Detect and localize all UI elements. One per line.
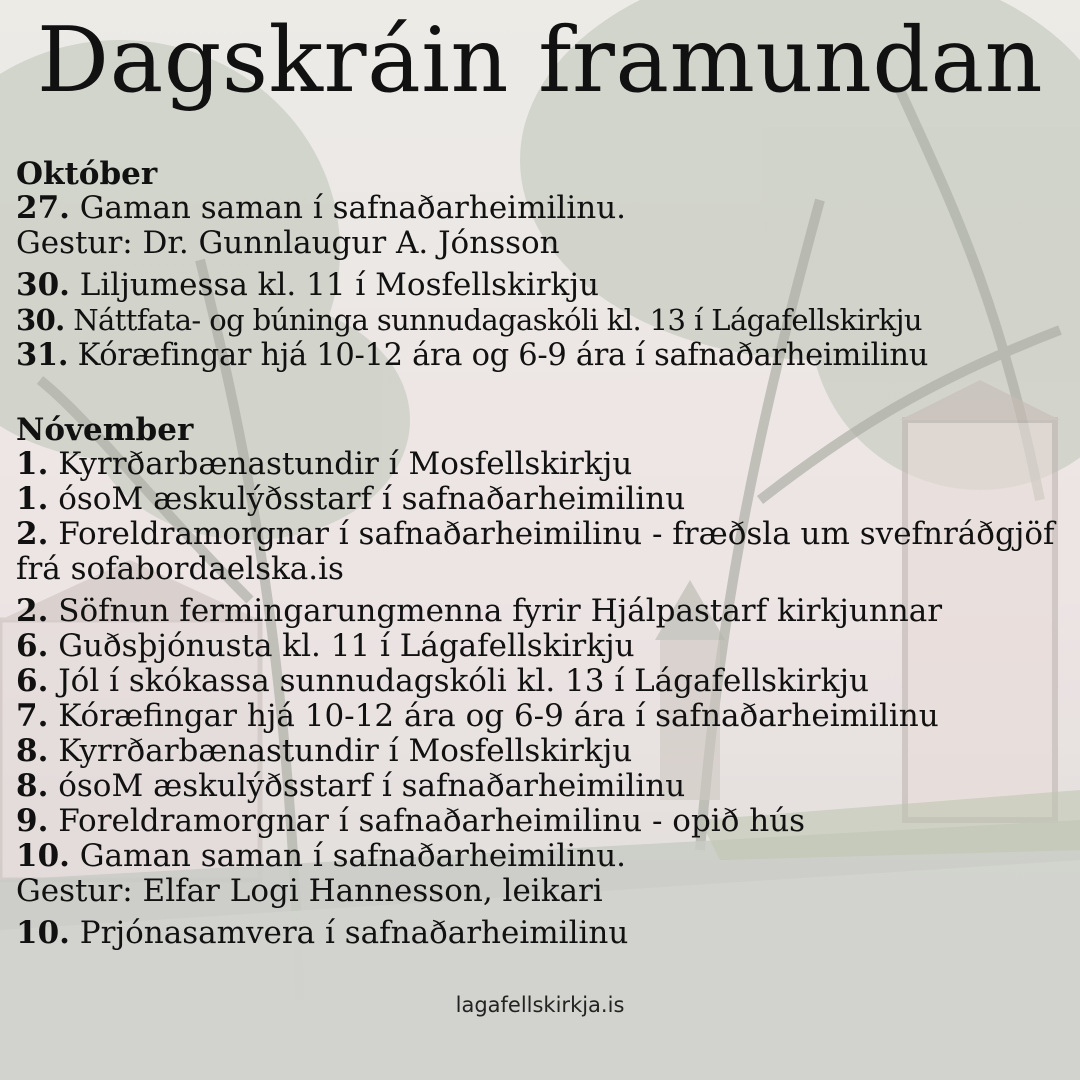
entry-day: 8. bbox=[16, 768, 49, 804]
website-footer: lagafellskirkja.is bbox=[455, 993, 625, 1017]
month-heading: Nóvember bbox=[16, 412, 194, 448]
list-item bbox=[16, 629, 1076, 664]
month-november bbox=[16, 414, 1076, 951]
list-item bbox=[16, 303, 1076, 338]
month-october bbox=[16, 158, 1076, 373]
list-item bbox=[16, 664, 1076, 699]
list-item bbox=[16, 839, 1076, 909]
entry-text: Söfnun fermingarungmenna fyrir Hjálpastarf kirkjunnar bbox=[58, 593, 943, 629]
entry-text: Jól í skókassa sunnudagskóli kl. 13 í Lágafellskirkju bbox=[58, 663, 869, 699]
entry-day: 31. bbox=[16, 337, 69, 373]
entry-day: 10. bbox=[16, 838, 70, 874]
list-item bbox=[16, 916, 1076, 951]
entry-text: Kóræfingar hjá 10-12 ára og 6-9 ára í safnaðarheimilinu bbox=[58, 698, 939, 734]
list-item bbox=[16, 734, 1076, 769]
entry-day: 2. bbox=[16, 516, 49, 552]
entry-day: 10. bbox=[16, 915, 70, 951]
entry-text: Gaman saman í safnaðarheimilinu. bbox=[79, 190, 627, 226]
month-heading: Október bbox=[16, 156, 158, 192]
entry-text: Kóræfingar hjá 10-12 ára og 6-9 ára í safnaðarheimilinu bbox=[77, 338, 929, 373]
entry-text: Guðsþjónusta kl. 11 í Lágafellskirkju bbox=[58, 628, 635, 664]
entry-day: 27. bbox=[16, 190, 70, 226]
list-item bbox=[16, 769, 1076, 804]
list-item bbox=[16, 447, 1076, 482]
entry-text: Foreldramorgnar í safnaðarheimilinu - opið hús bbox=[58, 803, 806, 839]
entry-day: 1. bbox=[16, 446, 49, 482]
entry-day: 6. bbox=[16, 628, 49, 664]
list-item bbox=[16, 268, 1076, 303]
entry-day: 30. bbox=[16, 303, 65, 337]
entry-text: ósoM æskulýðsstarf í safnaðarheimilinu bbox=[58, 481, 686, 517]
entry-text: Náttfata- og búninga sunnudagaskóli kl. 13 í Lágafellskirkju bbox=[73, 303, 922, 337]
entry-day: 2. bbox=[16, 593, 49, 629]
entry-day: 6. bbox=[16, 663, 49, 699]
entry-text: Foreldramorgnar í safnaðarheimilinu - fræðsla um svefnráðgjöf frá sofabordaelska.is bbox=[16, 516, 1055, 587]
list-item bbox=[16, 594, 1076, 629]
list-item bbox=[16, 804, 1076, 839]
entry-day: 7. bbox=[16, 698, 49, 734]
entry-guest: Gestur: Dr. Gunnlaugur A. Jónsson bbox=[16, 225, 560, 261]
entry-day: 30. bbox=[16, 267, 70, 303]
entry-day: 9. bbox=[16, 803, 49, 839]
schedule bbox=[16, 158, 1076, 951]
entry-guest: Gestur: Elfar Logi Hannesson, leikari bbox=[16, 873, 603, 909]
entry-day: 1. bbox=[16, 481, 49, 517]
entry-text: Prjónasamvera í safnaðarheimilinu bbox=[79, 915, 629, 951]
list-item bbox=[16, 338, 1076, 373]
entry-day: 8. bbox=[16, 733, 49, 769]
list-item bbox=[16, 191, 1076, 261]
list-item bbox=[16, 517, 1066, 587]
entry-text: Kyrrðarbænastundir í Mosfellskirkju bbox=[58, 733, 633, 769]
list-item bbox=[16, 482, 1076, 517]
entry-text: Kyrrðarbænastundir í Mosfellskirkju bbox=[58, 446, 633, 482]
page-title: Dagskráin framundan bbox=[36, 8, 1044, 113]
entry-text: Liljumessa kl. 11 í Mosfellskirkju bbox=[79, 267, 599, 303]
entry-text: ósoM æskulýðsstarf í safnaðarheimilinu bbox=[58, 768, 686, 804]
list-item bbox=[16, 699, 1076, 734]
entry-text: Gaman saman í safnaðarheimilinu. bbox=[79, 838, 627, 874]
